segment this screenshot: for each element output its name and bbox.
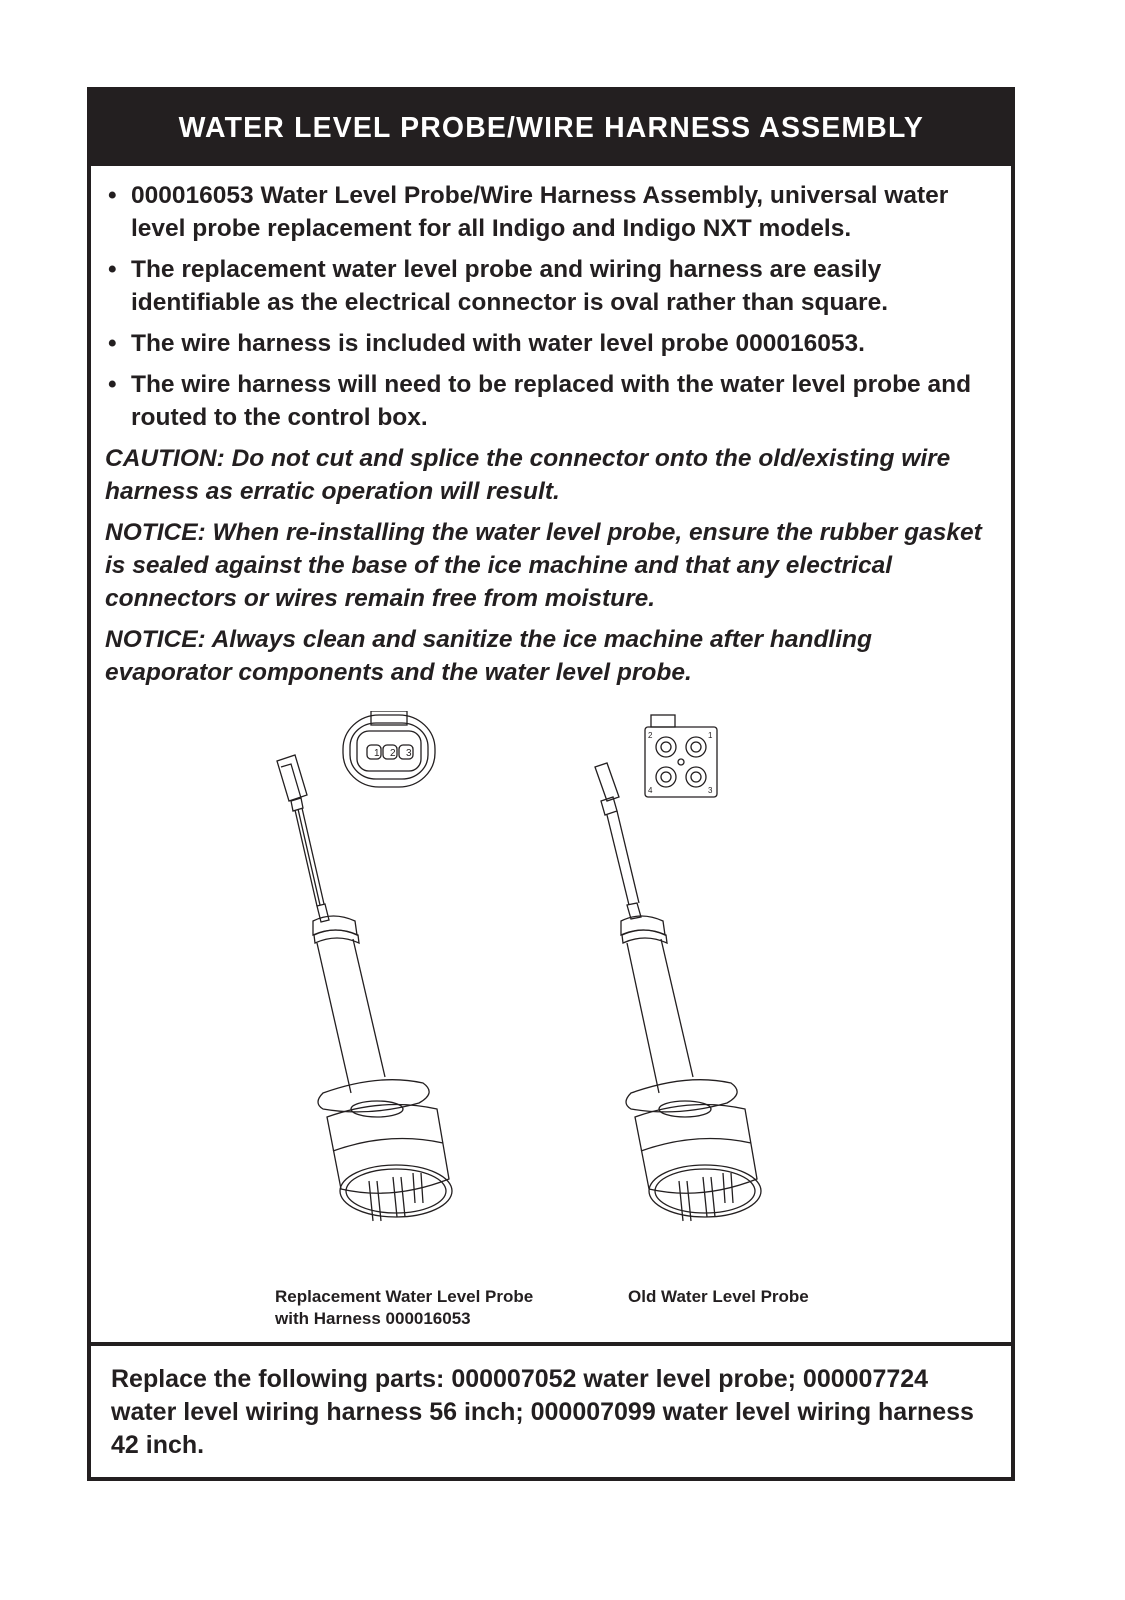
bullet-text: 000016053 Water Level Probe/Wire Harness Assembly, universal water level probe replacement for all Indigo and Indigo NXT models. — [131, 182, 949, 242]
replacement-probe-caption — [275, 1286, 533, 1330]
pin-label: 2 — [648, 731, 653, 740]
bullet-item — [105, 253, 1001, 319]
notice-gasket: NOTICE: When re-installing the water level probe, ensure the rubber gasket is sealed against the base of the ice machine and that any electrical connectors or wires remain free from moisture. — [105, 519, 982, 612]
document-frame — [87, 87, 1015, 1481]
bullet-text: The wire harness is included with water level probe 000016053. — [131, 330, 865, 357]
bullet-text: The wire harness will need to be replaced with the water level probe and routed to the control box. — [131, 371, 972, 431]
pin-label: 3 — [406, 748, 412, 759]
probe-illustration — [91, 711, 1011, 1351]
pin-label: 1 — [708, 731, 713, 740]
bullet-icon: • — [108, 371, 117, 398]
old-probe-caption: Old Water Level Probe — [628, 1287, 809, 1306]
probe-drawing — [91, 711, 1011, 1311]
bullet-icon: • — [108, 182, 117, 209]
pin-label: 4 — [648, 786, 653, 795]
bullet-icon: • — [108, 256, 117, 283]
bullet-list — [105, 179, 1001, 434]
caption-line: with Harness 000016053 — [275, 1309, 471, 1328]
replacement-probe-icon — [277, 755, 452, 1221]
content-section — [105, 179, 1001, 697]
caution-note: CAUTION: Do not cut and splice the connector onto the old/existing wire harness as erratic operation will result. — [105, 445, 951, 505]
pin-label: 3 — [708, 786, 713, 795]
pin-label: 1 — [374, 748, 380, 759]
oval-connector-icon — [343, 711, 435, 787]
page-title: WATER LEVEL PROBE/WIRE HARNESS ASSEMBLY — [178, 112, 924, 144]
caption-line: Replacement Water Level Probe — [275, 1287, 534, 1306]
old-probe-icon — [595, 763, 761, 1221]
bullet-icon: • — [108, 330, 117, 357]
bullet-item — [105, 368, 1001, 434]
pin-label: 2 — [390, 748, 396, 759]
notice-sanitize: NOTICE: Always clean and sanitize the ice machine after handling evaporator components and the water level probe. — [105, 626, 872, 686]
square-connector-icon — [645, 715, 717, 797]
section-divider — [91, 1342, 1011, 1346]
bullet-item — [105, 327, 1001, 360]
bullet-text: The replacement water level probe and wiring harness are easily identifiable as the electrical connector is oval rather than square. — [131, 256, 889, 316]
title-bar — [91, 91, 1011, 166]
bullet-item — [105, 179, 1001, 245]
replacement-parts-note: Replace the following parts: 000007052 water level probe; 000007724 water level wiring harness 56 inch; 000007099 water level wiring harness 42 inch. — [111, 1365, 974, 1459]
